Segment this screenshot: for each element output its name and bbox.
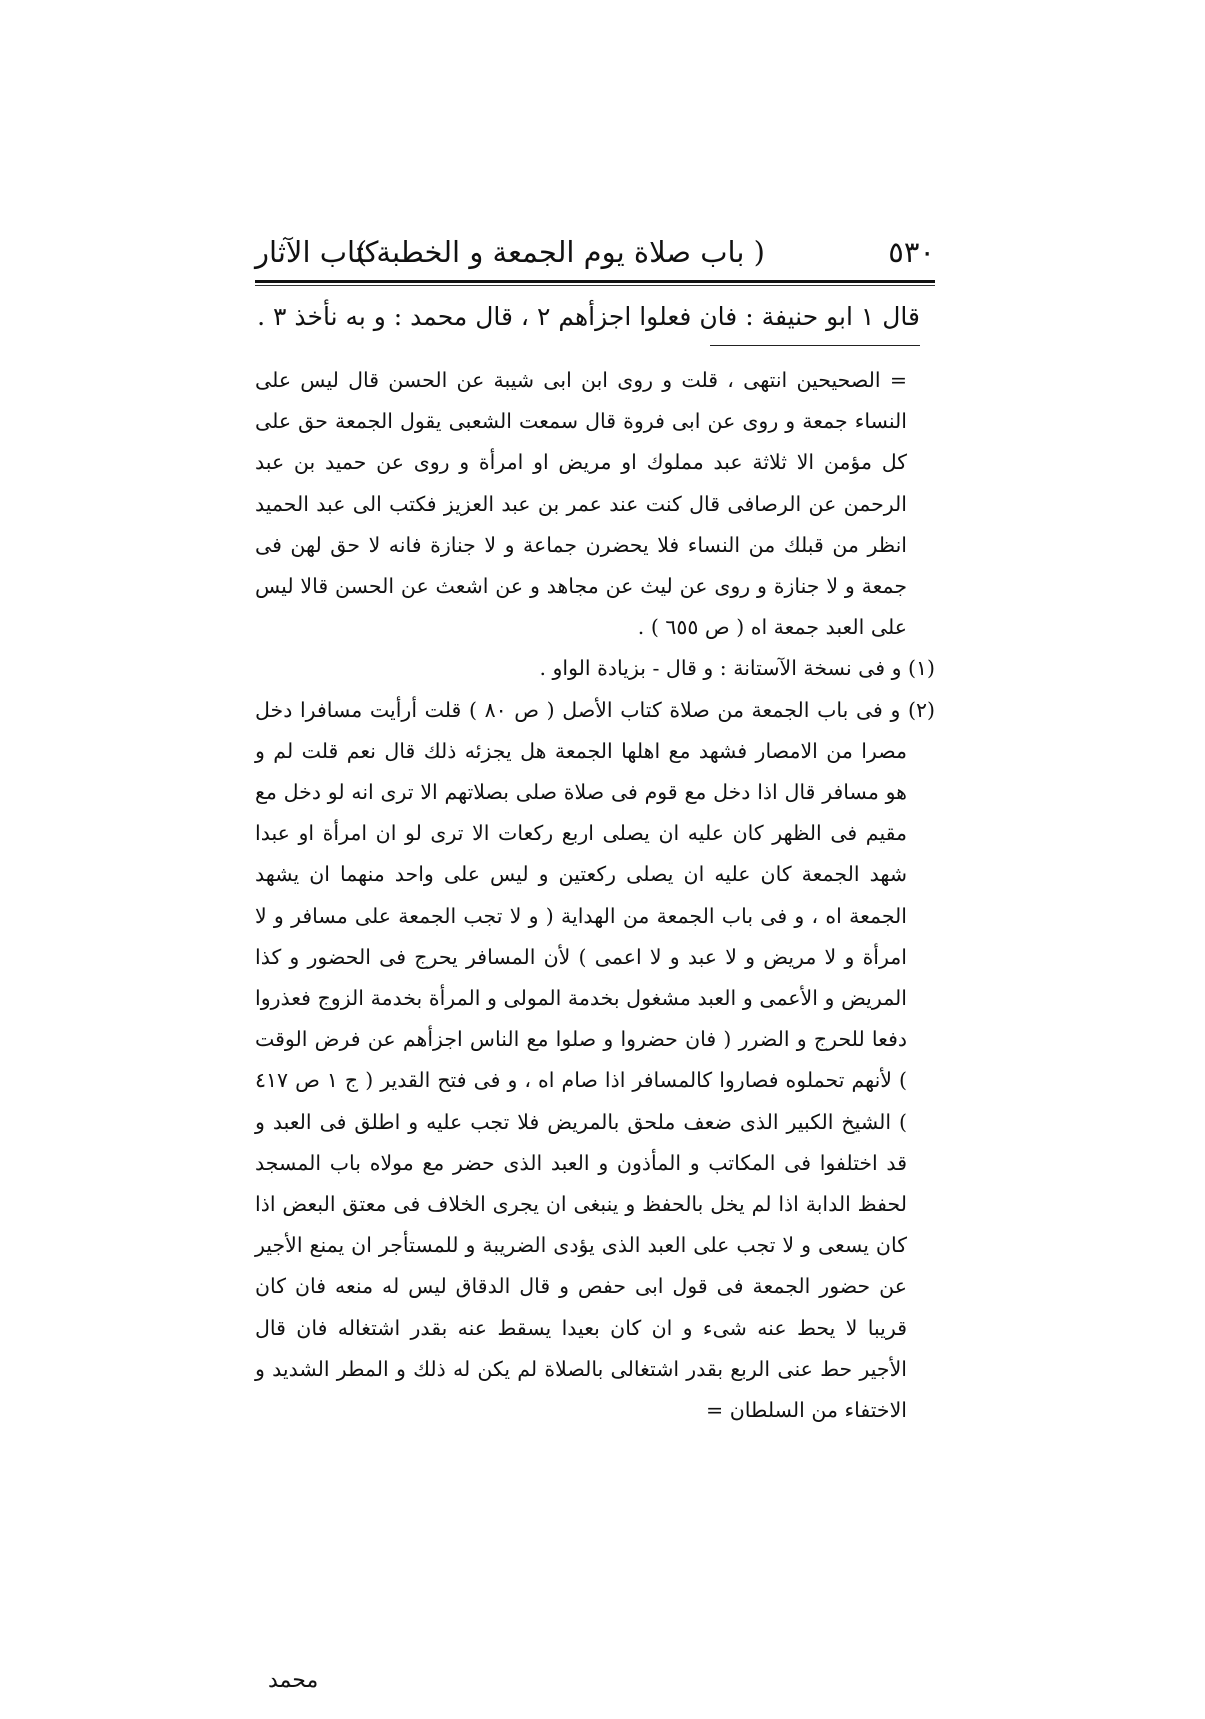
header-rule-thin (255, 285, 935, 286)
footnote-1: (١) و فى نسخة الآستانة : و قال - بزيادة الواو . (539, 656, 935, 681)
header-rule (255, 280, 935, 283)
signature-text: محمد (268, 1668, 319, 1693)
running-header (255, 232, 935, 278)
main-text: قال ١ ابو حنيفة : فان فعلوا اجزأهم ٢ ، قال محمد : و به نأخذ ٣ . (257, 302, 920, 331)
footnotes (255, 360, 935, 1431)
footnote-continuation: = الصحيحين انتهى ، قلت و روى ابن ابى شيبة عن الحسن قال ليس على النساء جمعة و روى عن ابى فروة قال سمعت الشعبى يقول الجمعة حق على كل مؤمن الا ثلاثة عبد مملوك او مريض او امرأة و روى عن حميد بن عبد الرحمن عن الرصافى قال كنت عند عمر بن عبد العزيز فكتب الى عبد الحميد انظر من قبلك من النساء فلا يحضرن جماعة و لا جنازة فانه لا حق لهن فى جمعة و لا جنازة و روى عن ليث عن مجاهد و عن اشعث عن الحسن قالا ليس على العبد جمعة اه ( ص ٦٥٥ ) . (255, 368, 907, 640)
footnote-2: (٢) و فى باب الجمعة من صلاة كتاب الأصل ( ص ٨٠ ) قلت أرأيت مسافرا دخل مصرا من الامصار فشهد مع اهلها الجمعة هل يجزئه ذلك قال نعم قلت لم و هو مسافر قال اذا دخل مع قوم فى صلاة صلى بصلاتهم الا ترى انه لو دخل مع مقيم فى الظهر كان عليه ان يصلى اربع ركعات الا ترى لو ان امرأة او عبدا شهد الجمعة كان عليه ان يصلى ركعتين و ليس على واحد منهما ان يشهد الجمعة اه ، و فى باب الجمعة من الهداية ( و لا تجب الجمعة على مسافر و لا امرأة و لا مريض و لا عبد و لا اعمى ) لأن المسافر يحرج فى الحضور و كذا المريض و الأعمى و العبد مشغول بخدمة المولى و المرأة بخدمة الزوج فعذروا دفعا للحرج و الضرر ( فان حضروا و صلوا مع الناس اجزأهم عن فرض الوقت ) لأنهم تحملوه فصاروا كالمسافر اذا صام اه ، و فى فتح القدير ( ج ١ ص ٤١٧ ) الشيخ الكبير الذى ضعف ملحق بالمريض فلا تجب عليه و اطلق فى العبد و قد اختلفوا فى المكاتب و المأذون و العبد الذى حضر مع مولاه باب المسجد لحفظ الدابة اذا لم يخل بالحفظ و ينبغى ان يجرى الخلاف فى معتق البعض اذا كان يسعى و لا تجب على العبد الذى يؤدى الضريبة و للمستأجر ان يمنع الأجير عن حضور الجمعة فى قول ابى حفص و قال الدقاق ليس له منعه فان كان قريبا لا يحط عنه شىء و ان كان بعيدا يسقط عنه بقدر اشتغاله فان قال الأجير حط عنى الربع بقدر اشتغالى بالصلاة لم يكن له ذلك و المطر الشديد و الاختفاء من السلطان = (255, 697, 935, 1423)
book-title: كتاب الآثار (255, 235, 379, 269)
page-number: ٥٣٠ (888, 235, 935, 269)
chapter-title: ( باب صلاة يوم الجمعة و الخطبة ) (355, 235, 765, 269)
footnote-separator (710, 345, 920, 346)
